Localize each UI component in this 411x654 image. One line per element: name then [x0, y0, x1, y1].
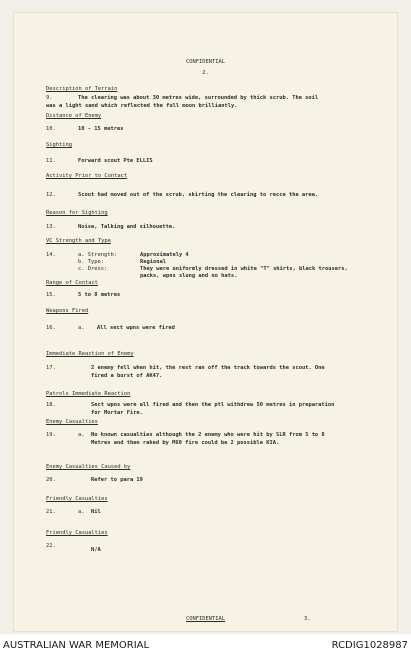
section-heading-range: Range of Contact: [46, 280, 98, 286]
section-heading-vc-strength: VC Strength and Type: [46, 238, 111, 244]
para-number: 20.: [46, 477, 56, 483]
section-heading-reason: Reason for Sighting: [46, 210, 108, 216]
archive-reference-id: RCDIG1028987: [331, 640, 408, 651]
section-heading-terrain: Description of Terrain: [46, 86, 118, 92]
enemy-casualties-line1: No known casualties although the 2 enemy who were hit by SLR from 5 to 8: [91, 432, 325, 438]
enemy-reaction-line2: fired a burst of AK47.: [91, 373, 163, 379]
section-heading-enemy-reaction: Immediate Reaction of Enemy: [46, 351, 134, 357]
para-number: 10.: [46, 126, 56, 132]
classification-header: CONFIDENTIAL: [186, 59, 225, 65]
archive-name: AUSTRALIAN WAR MEMORIAL: [3, 640, 150, 651]
document-page: [13, 12, 398, 632]
friendly-casualties-2-value: N/A: [91, 547, 101, 553]
section-heading-friendly-casualties: Friendly Casualties: [46, 496, 108, 502]
range-value: 5 to 8 metres: [78, 292, 121, 298]
terrain-text-line2: was a light sand which reflected the full moon brilliantly.: [46, 103, 238, 109]
section-heading-enemy-casualties-caused: Enemy Casualties Caused by: [46, 464, 131, 470]
vc-strength-label: a. Strength:: [78, 252, 117, 258]
sub-item-letter: a.: [78, 325, 85, 331]
para-number: 11.: [46, 158, 56, 164]
section-heading-enemy-casualties: Enemy Casualties: [46, 419, 98, 425]
enemy-reaction-line1: 2 enemy fell when hit, the rest ran off the track towards the scout. One: [91, 365, 325, 371]
sighting-value: Forward scout Pte ELLIS: [78, 158, 153, 164]
enemy-casualties-caused-value: Refer to para 19: [91, 477, 143, 483]
para-number: 14.: [46, 252, 56, 258]
section-heading-friendly-casualties-2: Friendly Casualties: [46, 530, 108, 536]
enemy-casualties-line2: Metres and then raked by M60 fire could be 2 possible KIA.: [91, 440, 280, 446]
distance-value: 10 - 15 metres: [78, 126, 124, 132]
activity-value: Scout had moved out of the scrub, skirting the clearing to recce the area.: [78, 192, 319, 198]
para-number: 9.: [46, 95, 53, 101]
para-number: 12.: [46, 192, 56, 198]
section-heading-weapons: Weapons Fired: [46, 308, 89, 314]
sub-item-letter: a.: [78, 432, 85, 438]
section-heading-patrol-reaction: Patrols Immediate Reaction: [46, 391, 131, 397]
patrol-reaction-line2: for Mortar Fire.: [91, 410, 143, 416]
weapons-value: All sect wpns were fired: [97, 325, 175, 331]
vc-type-value: Regional: [140, 259, 166, 265]
vc-dress-line2: packs, wpns slung and no hats.: [140, 273, 238, 279]
para-number: 18.: [46, 402, 56, 408]
section-heading-distance: Distance of Enemy: [46, 113, 102, 119]
archive-footer-bar: [0, 634, 411, 654]
para-number: 19.: [46, 432, 56, 438]
section-heading-sighting: Sighting: [46, 142, 72, 148]
patrol-reaction-line1: Sect wpns were all fired and then the ptl withdrew 50 metres in preparation: [91, 402, 335, 408]
vc-type-label: b. Type:: [78, 259, 104, 265]
vc-dress-line1: They were uniformly dressed in white "T" shirts, black trousers,: [140, 266, 348, 272]
para-number: 15.: [46, 292, 56, 298]
next-page-number: 3.: [304, 616, 311, 622]
para-number: 16.: [46, 325, 56, 331]
terrain-text-line1: The clearing was about 30 metres wide, surrounded by thick scrub. The soil: [78, 95, 319, 101]
vc-strength-value: Approximately 4: [140, 252, 189, 258]
para-number: 22.: [46, 543, 56, 549]
friendly-casualties-value: Nil: [91, 509, 101, 515]
section-heading-activity: Activity Prior to Contact: [46, 173, 128, 179]
classification-footer: CONFIDENTIAL: [186, 616, 225, 622]
para-number: 13.: [46, 224, 56, 230]
sub-item-letter: a.: [78, 509, 85, 515]
page-number: 2.: [202, 70, 209, 76]
para-number: 21.: [46, 509, 56, 515]
reason-value: Noise, Talking and silhouette.: [78, 224, 176, 230]
para-number: 17.: [46, 365, 56, 371]
vc-dress-label: c. Dress:: [78, 266, 108, 272]
